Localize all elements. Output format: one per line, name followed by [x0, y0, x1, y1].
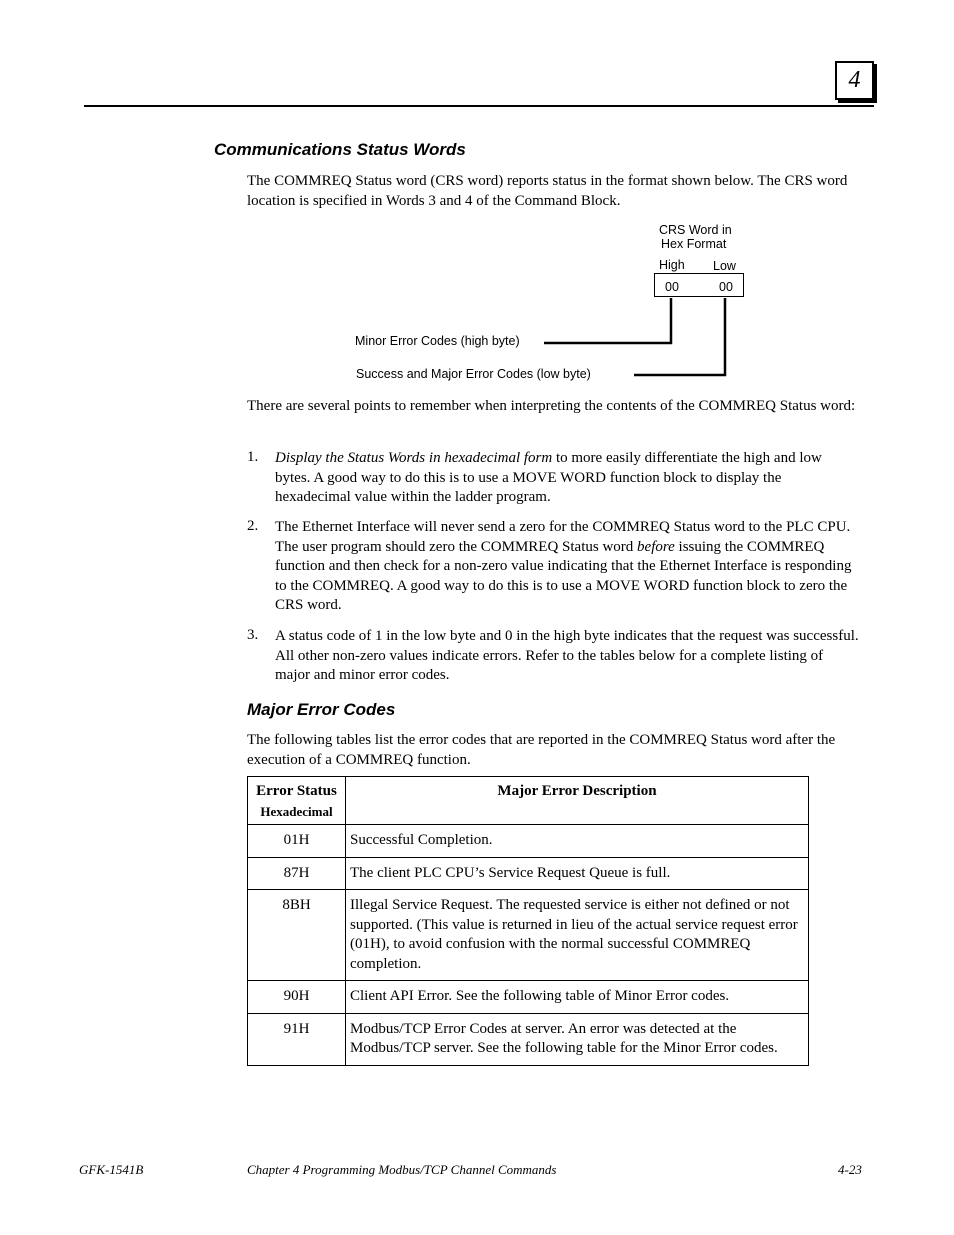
error-code-cell: 91H — [248, 1013, 346, 1065]
crs-high-value: 00 — [665, 280, 679, 294]
table-row — [248, 1013, 809, 1065]
major-connector — [634, 298, 725, 375]
list-item-text: to more easily differentiate the high and low bytes. A good way to do this is to use a MOVE WORD function block to display the hexadecimal value within the ladder program. — [275, 450, 822, 505]
error-status-header-label: Error Status — [256, 783, 337, 799]
list-item — [275, 449, 859, 508]
points-intro: There are several points to remember when interpreting the contents of the COMMREQ Status word: — [247, 398, 856, 414]
major-error-intro: The following tables list the error codes that are reported in the COMMREQ Status word after the execution of a COMMREQ function. — [247, 732, 836, 768]
description-header: Major Error Description — [346, 777, 809, 825]
error-code-cell: 90H — [248, 981, 346, 1014]
major-error-label: Success and Major Error Codes (low byte) — [356, 367, 591, 381]
error-description-cell: Modbus/TCP Error Codes at server. An error was detected at the Modbus/TCP server. See the following table for the Minor Error codes. — [346, 1013, 809, 1065]
footer-chapter: Chapter 4 Programming Modbus/TCP Channel Commands — [247, 1162, 557, 1177]
section-title: Communications Status Words — [214, 140, 466, 159]
diagram-low-label: Low — [713, 259, 736, 273]
minor-error-label: Minor Error Codes (high byte) — [355, 334, 520, 348]
table-header-row — [248, 777, 809, 825]
list-item-text: The Ethernet Interface will never send a zero for the COMMREQ Status word to the PLC CPU. The user program should zero the COMMREQ Status word — [275, 519, 851, 555]
list-item-emphasis: Display the Status Words in hexadecimal form — [275, 450, 553, 466]
diagram-title-line2: Hex Format — [661, 237, 727, 251]
list-number: 2. — [247, 518, 259, 534]
section-intro: The COMMREQ Status word (CRS word) reports status in the format shown below. The CRS word location is specified in Words 3 and 4 of the Command Block. — [247, 173, 848, 209]
diagram-title-line1: CRS Word in — [659, 223, 732, 237]
footer-doc-id: GFK-1541B — [79, 1162, 144, 1177]
list-number: 1. — [247, 449, 259, 465]
major-error-table — [247, 776, 809, 1066]
table-row — [248, 981, 809, 1014]
list-item-text: issuing the COMMREQ function and then check for a non-zero value indicating that the Ethernet Interface is responding to the COMMREQ. A good way to do this is to use a MOVE WORD function block to zero the CRS word. — [275, 538, 852, 613]
error-status-header — [248, 777, 346, 825]
table-row — [248, 890, 809, 981]
error-code-cell: 8BH — [248, 890, 346, 981]
list-number: 3. — [247, 627, 259, 643]
error-code-cell: 01H — [248, 825, 346, 858]
footer-page-number: 4-23 — [838, 1162, 862, 1177]
error-status-subheader: Hexadecimal — [260, 803, 333, 819]
table-row — [248, 857, 809, 890]
list-item: A status code of 1 in the low byte and 0 in the high byte indicates that the request was successful. All other non-zero values indicate errors. Refer to the tables below for a complete listing of major and minor error codes. — [275, 628, 859, 683]
minor-connector — [544, 298, 671, 343]
list-item-emphasis: before — [637, 538, 675, 555]
error-description-cell: Successful Completion. — [346, 825, 809, 858]
diagram-high-label: High — [659, 258, 685, 272]
error-description-cell: Client API Error. See the following table of Minor Error codes. — [346, 981, 809, 1014]
crs-low-value: 00 — [719, 280, 733, 294]
error-description-cell: Illegal Service Request. The requested service is either not defined or not supported. (This value is returned in lieu of the actual service request error (01H), to avoid confusion with the normal successful COMMREQ completion. — [346, 890, 809, 981]
table-row — [248, 825, 809, 858]
major-error-title: Major Error Codes — [247, 700, 396, 719]
chapter-number-box: 4 — [835, 61, 874, 100]
list-item — [275, 518, 859, 616]
error-description-cell: The client PLC CPU’s Service Request Queue is full. — [346, 857, 809, 890]
error-code-cell: 87H — [248, 857, 346, 890]
